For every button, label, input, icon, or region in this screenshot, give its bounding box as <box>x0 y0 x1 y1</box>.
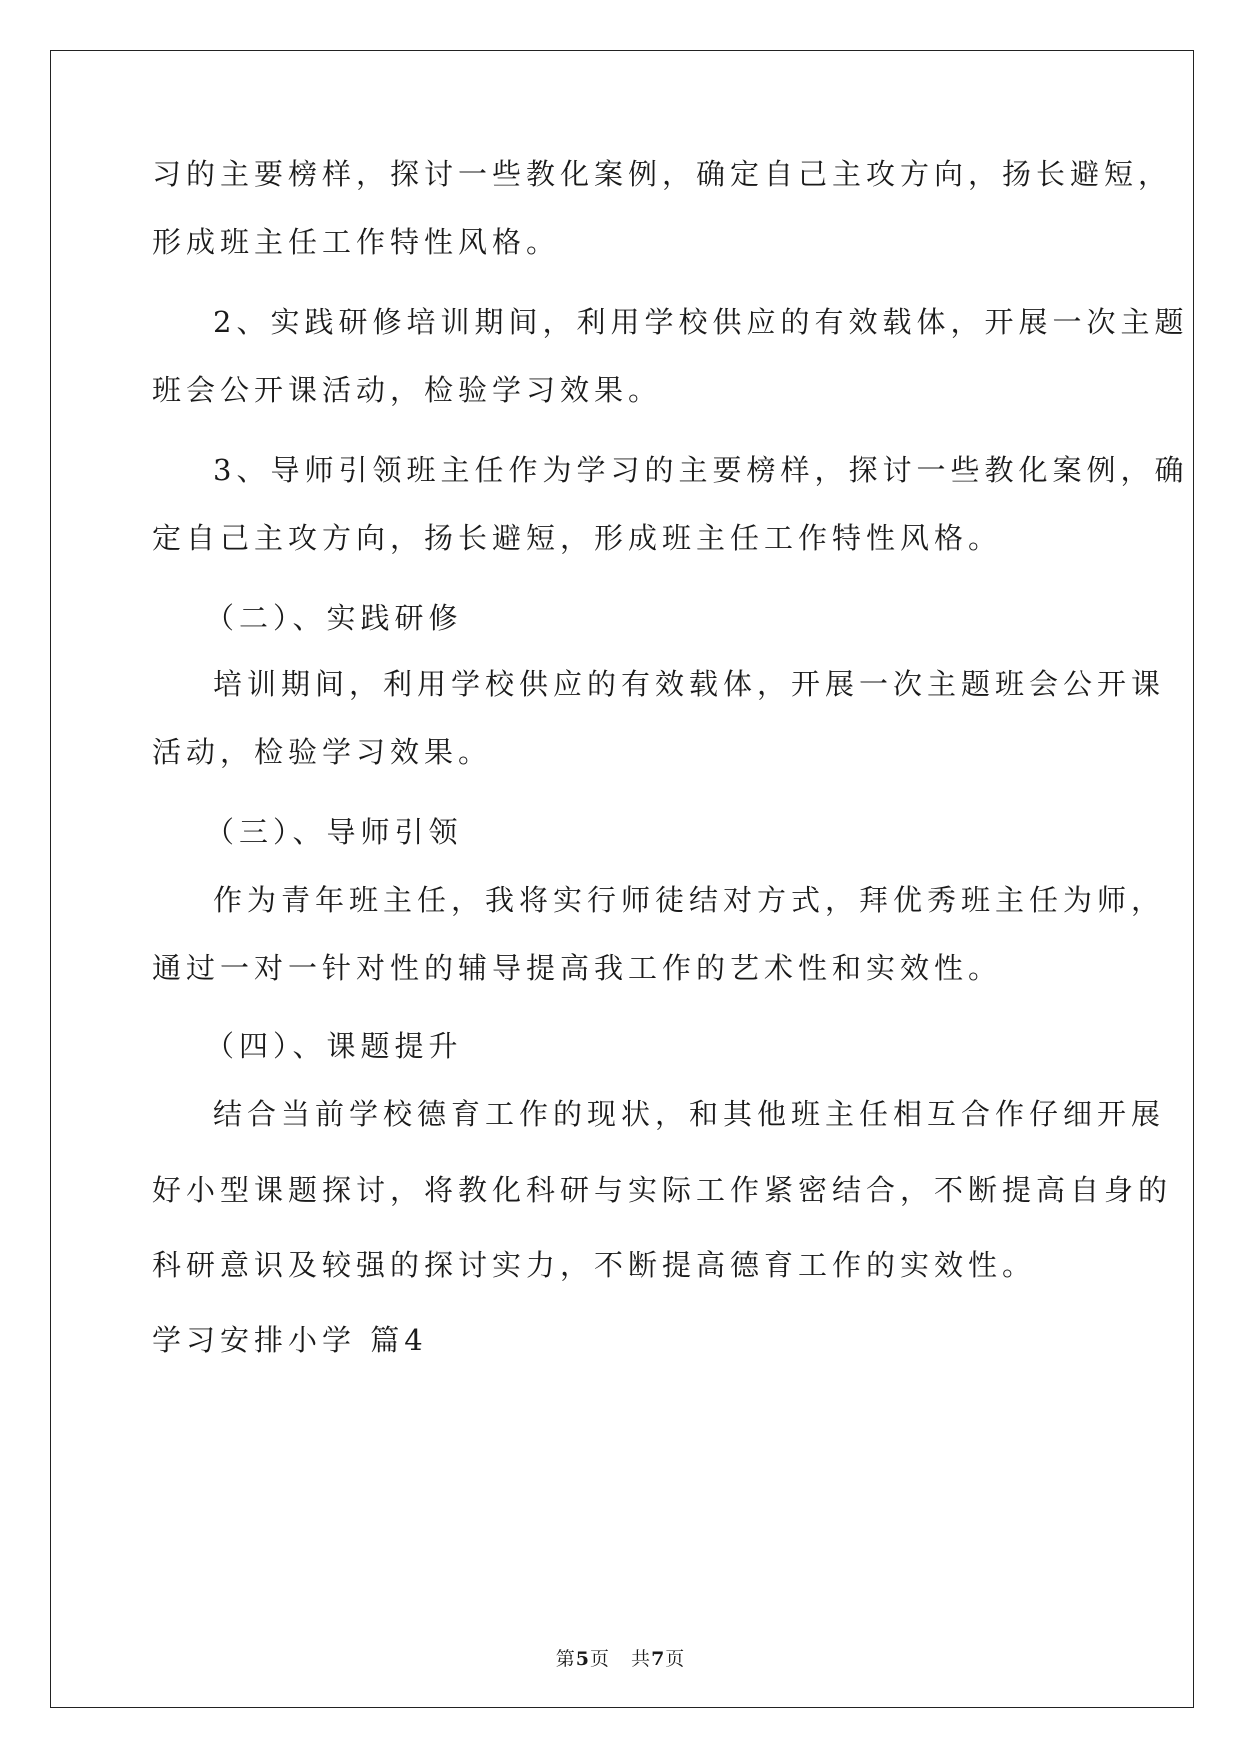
page-footer <box>0 1644 1241 1671</box>
text-line: 形成班主任工作特性风格。 <box>152 225 561 259</box>
section-heading: （二）、实践研修 <box>205 601 463 635</box>
text-line: 科研意识及较强的探讨实力，不断提高德育工作的实效性。 <box>152 1248 1037 1282</box>
section-heading: （四）、课题提升 <box>205 1029 463 1063</box>
article-heading: 学习安排小学 篇4 <box>152 1323 428 1357</box>
text-line: 习的主要榜样，探讨一些教化案例，确定自己主攻方向，扬长避短， <box>152 157 1173 191</box>
text-line: 班会公开课活动，检验学习效果。 <box>152 373 663 407</box>
paragraph-start: 结合当前学校德育工作的现状，和其他班主任相互合作仔细开展 <box>213 1097 1166 1131</box>
current-page-number: 5 <box>575 1648 590 1670</box>
footer-prefix: 第 <box>555 1648 576 1670</box>
text-line: 活动，检验学习效果。 <box>152 735 493 769</box>
page-border <box>50 50 1194 1708</box>
text-line: 定自己主攻方向，扬长避短，形成班主任工作特性风格。 <box>152 521 1003 555</box>
footer-middle: 页 共 <box>589 1648 652 1670</box>
paragraph-start: 作为青年班主任，我将实行师徒结对方式，拜优秀班主任为师， <box>213 883 1166 917</box>
footer-suffix: 页 <box>665 1648 686 1670</box>
text-line: 好小型课题探讨，将教化科研与实际工作紧密结合，不断提高自身的 <box>152 1173 1173 1207</box>
paragraph-start: 3、导师引领班主任作为学习的主要榜样，探讨一些教化案例，确 <box>213 453 1189 487</box>
total-page-number: 7 <box>651 1648 666 1670</box>
section-heading: （三）、导师引领 <box>205 815 463 849</box>
paragraph-start: 2、实践研修培训期间，利用学校供应的有效载体，开展一次主题 <box>213 305 1189 339</box>
paragraph-start: 培训期间，利用学校供应的有效载体，开展一次主题班会公开课 <box>213 667 1166 701</box>
text-line: 通过一对一针对性的辅导提高我工作的艺术性和实效性。 <box>152 951 1003 985</box>
